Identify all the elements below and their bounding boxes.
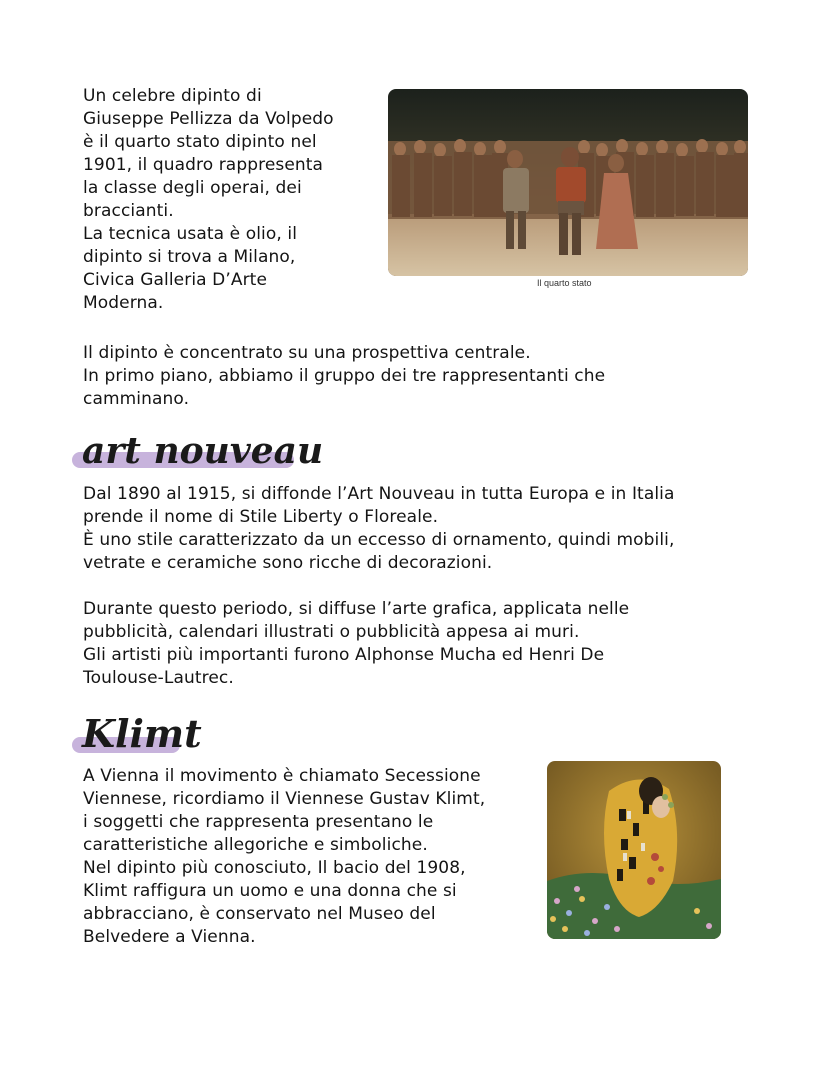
text-line: Dal 1890 al 1915, si diffonde l’Art Nouveau in tutta Europa e in Italia (83, 484, 675, 504)
text-line: vetrate e ceramiche sono ricche di decorazioni. (83, 553, 493, 573)
text-line: camminano. (83, 389, 190, 409)
text-line: Moderna. (83, 293, 164, 313)
text-line: braccianti. (83, 201, 174, 221)
intro-text (83, 85, 334, 315)
text-line: la classe degli operai, dei (83, 178, 302, 198)
text-line: i soggetti che rappresenta presentano le (83, 812, 434, 832)
text-line: 1901, il quadro rappresenta (83, 155, 324, 175)
text-line: dipinto si trova a Milano, (83, 247, 296, 267)
text-line: Giuseppe Pellizza da Volpedo (83, 109, 334, 129)
text-line: prende il nome di Stile Liberty o Floreale. (83, 507, 439, 527)
text-line: caratteristiche allegoriche e simboliche. (83, 835, 428, 855)
text-line: È uno stile caratterizzato da un eccesso di ornamento, quindi mobili, (83, 530, 675, 550)
image-caption: Il quarto stato (537, 278, 592, 288)
text-line: La tecnica usata è olio, il (83, 224, 298, 244)
text-line: Belvedere a Vienna. (83, 927, 256, 947)
paragraph-gap (83, 575, 675, 598)
text-line: Un celebre dipinto di (83, 86, 262, 106)
il-bacio-painting (547, 761, 721, 939)
text-line: pubblicità, calendari illustrati o pubblicità appesa ai muri. (83, 622, 580, 642)
perspective-paragraph (83, 342, 605, 411)
text-line: Klimt raffigura un uomo e una donna che si (83, 881, 457, 901)
text-line: è il quarto stato dipinto nel (83, 132, 317, 152)
text-line: Viennese, ricordiamo il Viennese Gustav Klimt, (83, 789, 486, 809)
art-nouveau-text (83, 483, 675, 690)
text-line: Nel dipinto più conosciuto, Il bacio del 1908, (83, 858, 466, 878)
text-line: abbracciano, è conservato nel Museo del (83, 904, 436, 924)
section-heading-klimt: Klimt (82, 711, 202, 756)
text-line: Gli artisti più importanti furono Alphonse Mucha ed Henri De (83, 645, 605, 665)
text-line: Durante questo periodo, si diffuse l’arte grafica, applicata nelle (83, 599, 630, 619)
klimt-text (83, 765, 485, 949)
text-line: Civica Galleria D’Arte (83, 270, 268, 290)
quarto-stato-painting (388, 89, 748, 276)
text-line: Il dipinto è concentrato su una prospettiva centrale. (83, 343, 531, 363)
text-line: A Vienna il movimento è chiamato Secessione (83, 766, 481, 786)
text-line: Toulouse-Lautrec. (83, 668, 234, 688)
section-heading-art-nouveau: art nouveau (82, 430, 324, 472)
text-line: In primo piano, abbiamo il gruppo dei tre rappresentanti che (83, 366, 606, 386)
